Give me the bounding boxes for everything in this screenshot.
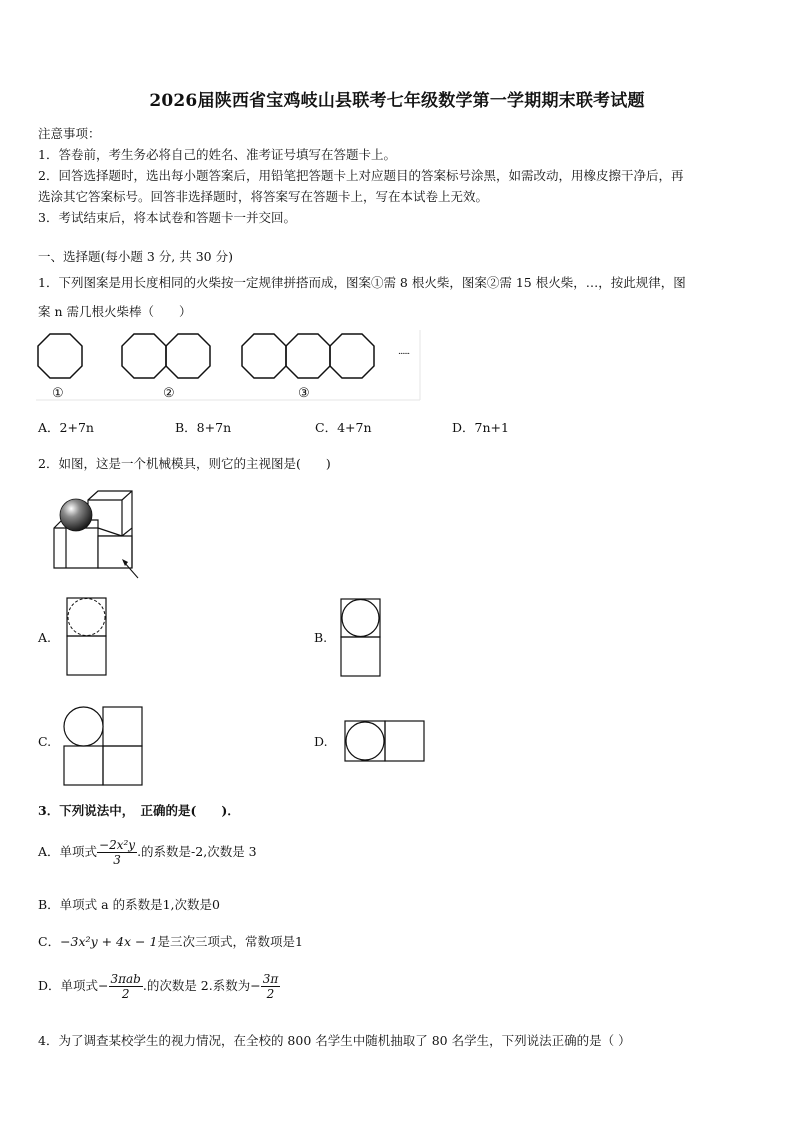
octagon-2a: [122, 334, 166, 378]
octagon-3c: [330, 334, 374, 378]
q1-option-d: D．7n+1: [452, 420, 509, 435]
q1-dots: ......: [398, 347, 410, 357]
octagon-2b: [166, 334, 210, 378]
q1-text-line2: 案 n 需几根火柴棒（ ）: [38, 304, 192, 319]
q3-text: 3．下列说法中， 正确的是( )．: [38, 803, 240, 818]
q3-option-b: B．单项式 a 的系数是1,次数是0: [38, 897, 220, 912]
q3-c-prefix: C．: [38, 934, 61, 949]
q3-d-denominator-2: 2: [266, 987, 275, 1001]
q2-mold-figure: [48, 488, 148, 583]
notice-item-3: 3．考试结束后，将本试卷和答题卡一并交回。: [38, 210, 296, 225]
octagon-3b: [286, 334, 330, 378]
q2-option-d-label: D.: [314, 734, 328, 749]
q3-option-d: [38, 972, 280, 1001]
q3-option-a: [38, 838, 257, 867]
notice-item-2-cont: 选涂其它答案标号。回答非选择题时，将答案写在答题卡上，写在本试卷上无效。: [38, 189, 489, 204]
q2-option-d-figure: [344, 719, 426, 763]
q4-text: 4．为了调查某校学生的视力情况，在全校的 800 名学生中随机抽取了 80 名学生，下列说法正确的是（ ）: [38, 1033, 631, 1048]
q2-option-c-label: C.: [38, 734, 52, 749]
q1-option-c: C．4+7n: [315, 420, 372, 435]
q3-a-numerator: −2x²y: [99, 838, 136, 852]
q3-d-prefix: D．单项式−: [38, 978, 109, 993]
q3-a-prefix: A．单项式: [38, 844, 98, 859]
q3-d-middle: .的次数是 2.系数为−: [142, 978, 261, 993]
q2-option-a-label: A.: [38, 630, 52, 645]
q3-a-fraction: [97, 838, 137, 867]
q2-option-c-figure: [62, 705, 144, 787]
notice-item-2: 2．回答选择题时，选出每小题答案后，用铅笔把答题卡上对应题目的答案标号涂黑，如需改动，用橡皮擦干净后，再: [38, 168, 684, 183]
page-title: 2026届陕西省宝鸡岐山县联考七年级数学第一学期期末联考试题: [149, 91, 645, 111]
q3-a-suffix: .的系数是-2,次数是 3: [137, 844, 257, 859]
q3-d-denominator-1: 2: [121, 987, 130, 1001]
q1-text-line1: 1．下列图案是用长度相同的火柴按一定规律拼搭而成，图案①需 8 根火柴，图案②需 15 根火柴，…，按此规律，图: [38, 275, 686, 290]
q1-option-a: A．2+7n: [38, 420, 94, 435]
q2-option-b-label: B.: [314, 630, 328, 645]
notice-heading: 注意事项：: [38, 126, 101, 141]
q1-matchstick-figure: [36, 330, 426, 405]
notice-item-1: 1．答卷前，考生务必将自己的姓名、准考证号填写在答题卡上。: [38, 147, 396, 162]
q3-d-numerator-1: 3πab: [110, 972, 141, 986]
q3-c-suffix: 是三次三项式，常数项是1: [157, 934, 303, 949]
section-heading: 一、选择题(每小题 3 分, 共 30 分): [38, 249, 233, 264]
q2-text: 2．如图，这是一个机械模具，则它的主视图是( ): [38, 456, 331, 471]
octagon-1: [38, 334, 82, 378]
q3-option-c: [38, 932, 303, 950]
q3-d-numerator-2: 3π: [262, 972, 279, 986]
octagon-3a: [242, 334, 286, 378]
q3-d-fraction-1: [109, 972, 143, 1001]
q2-option-a-figure: [66, 597, 108, 677]
q3-a-denominator: 3: [113, 853, 121, 867]
q3-d-fraction-2: [261, 972, 281, 1001]
q1-fig-label-3: ③: [298, 386, 310, 401]
q1-fig-label-2: ②: [163, 386, 175, 401]
q1-fig-label-1: ①: [52, 386, 64, 401]
q3-c-expression: −3x²y + 4x − 1: [60, 934, 158, 949]
q2-option-b-figure: [340, 598, 382, 678]
q1-option-b: B．8+7n: [175, 420, 232, 435]
